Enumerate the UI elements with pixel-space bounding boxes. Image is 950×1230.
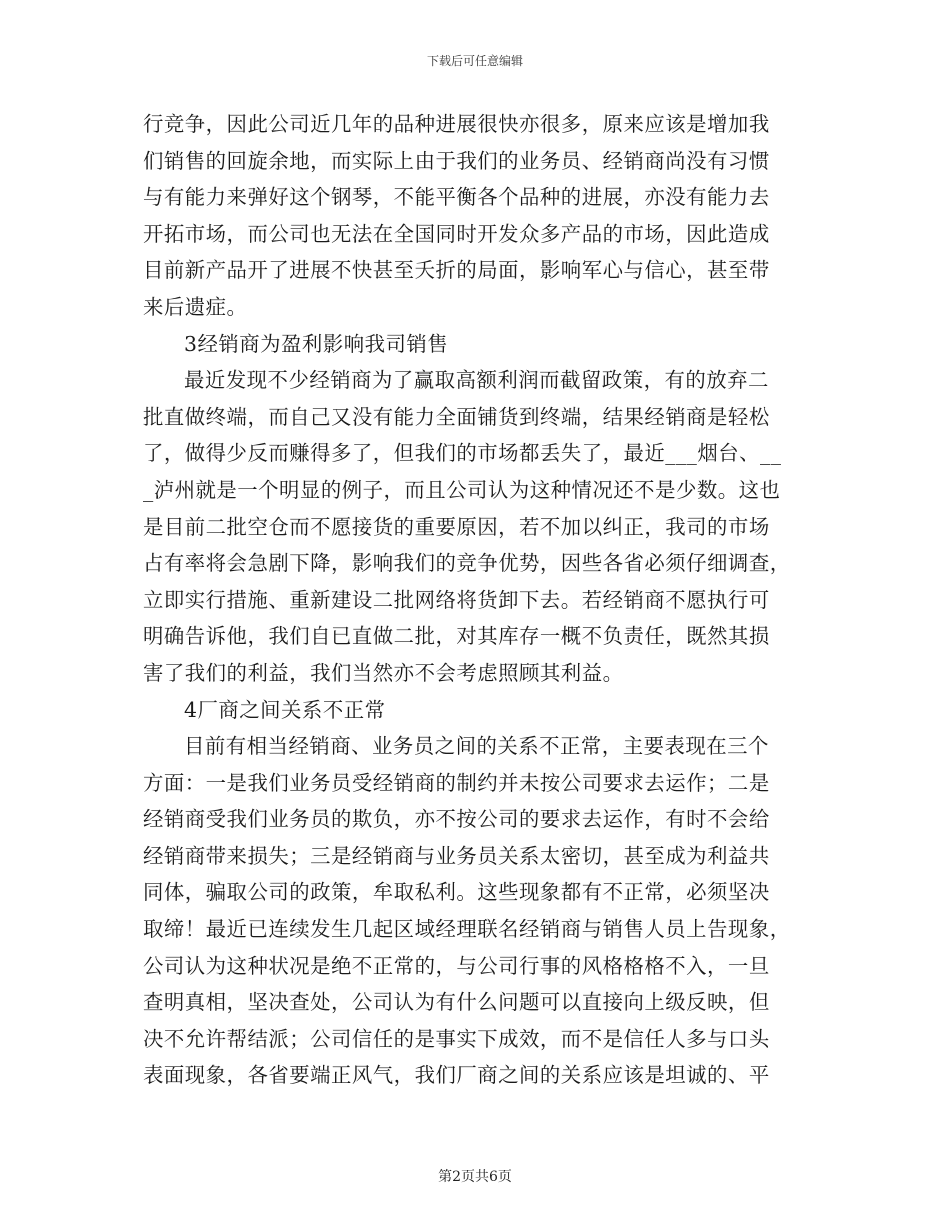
text-line: 害了我们的利益，我们当然亦不会考虑照顾其利益。 bbox=[143, 660, 624, 685]
document-body bbox=[143, 106, 803, 1094]
text-line: _泸州就是一个明显的例子，而且公司认为这种情况还不是少数。这也 bbox=[143, 477, 781, 502]
text-line: 经销商带来损失；三是经销商与业务员关系太密切，甚至成为利益共 bbox=[143, 843, 770, 868]
text-line: 经销商受我们业务员的欺负，亦不按公司的要求去运作，有时不会给 bbox=[143, 807, 770, 832]
text-line: 公司认为这种状况是绝不正常的，与公司行事的风格格格不入，一旦 bbox=[143, 953, 770, 978]
text-line: 们销售的回旋余地，而实际上由于我们的业务员、经销商尚没有习惯 bbox=[143, 148, 770, 173]
text-line: 占有率将会急剧下降，影响我们的竞争优势，因些各省必须仔细调查， bbox=[143, 551, 791, 576]
text-line: 取缔！最近已连续发生几起区域经理联名经销商与销售人员上告现象， bbox=[143, 917, 791, 942]
text-line: 方面：一是我们业务员受经销商的制约并未按公司要求去运作；二是 bbox=[143, 770, 770, 795]
text-line: 是目前二批空仓而不愿接货的重要原因，若不加以纠正，我司的市场 bbox=[143, 514, 770, 539]
text-line: 目前有相当经销商、业务员之间的关系不正常，主要表现在三个 bbox=[184, 734, 769, 759]
text-line: 明确告诉他，我们自已直做二批，对其库存一概不负责任，既然其损 bbox=[143, 624, 770, 649]
page-number: 第2页共6页 bbox=[438, 1169, 512, 1185]
text-line: 了，做得少反而赚得多了，但我们的市场都丢失了，最近___烟台、__ bbox=[143, 441, 782, 466]
text-line: 最近发现不少经销商为了赢取高额利润而截留政策，有的放弃二 bbox=[184, 368, 769, 393]
text-line: 查明真相，坚决查处，公司认为有什么问题可以直接向上级反映，但 bbox=[143, 990, 770, 1015]
text-line: 同体，骗取公司的政策，牟取私利。这些现象都有不正常，必须坚决 bbox=[143, 880, 770, 905]
text-line: 4厂商之间关系不正常 bbox=[184, 697, 386, 722]
text-line: 来后遗症。 bbox=[143, 294, 248, 319]
text-line: 表面现象，各省要端正风气，我们厂商之间的关系应该是坦诚的、平 bbox=[143, 1063, 770, 1088]
text-line: 行竞争，因此公司近几年的品种进展很快亦很多，原来应该是增加我 bbox=[143, 112, 770, 136]
text-line: 立即实行措施、重新建设二批网络将货卸下去。若经销商不愿执行可 bbox=[143, 587, 770, 612]
text-line: 决不允许帮结派；公司信任的是事实下成效，而不是信任人多与口头 bbox=[143, 1026, 770, 1051]
page-footer bbox=[0, 1166, 950, 1186]
text-line: 开拓市场，而公司也无法在全国同时开发众多产品的市场，因此造成 bbox=[143, 221, 770, 246]
text-line: 与有能力来弹好这个钢琴，不能平衡各个品种的进展，亦没有能力去 bbox=[143, 185, 770, 210]
header-text: 下载后可任意编辑 bbox=[426, 54, 523, 68]
text-line: 3经销商为盈利影响我司销售 bbox=[184, 331, 449, 356]
text-line: 批直做终端，而自己又没有能力全面铺货到终端，结果经销商是轻松 bbox=[143, 404, 770, 429]
text-line: 目前新产品开了进展不快甚至夭折的局面，影响军心与信心，甚至带 bbox=[143, 258, 770, 283]
page-header bbox=[0, 52, 950, 69]
